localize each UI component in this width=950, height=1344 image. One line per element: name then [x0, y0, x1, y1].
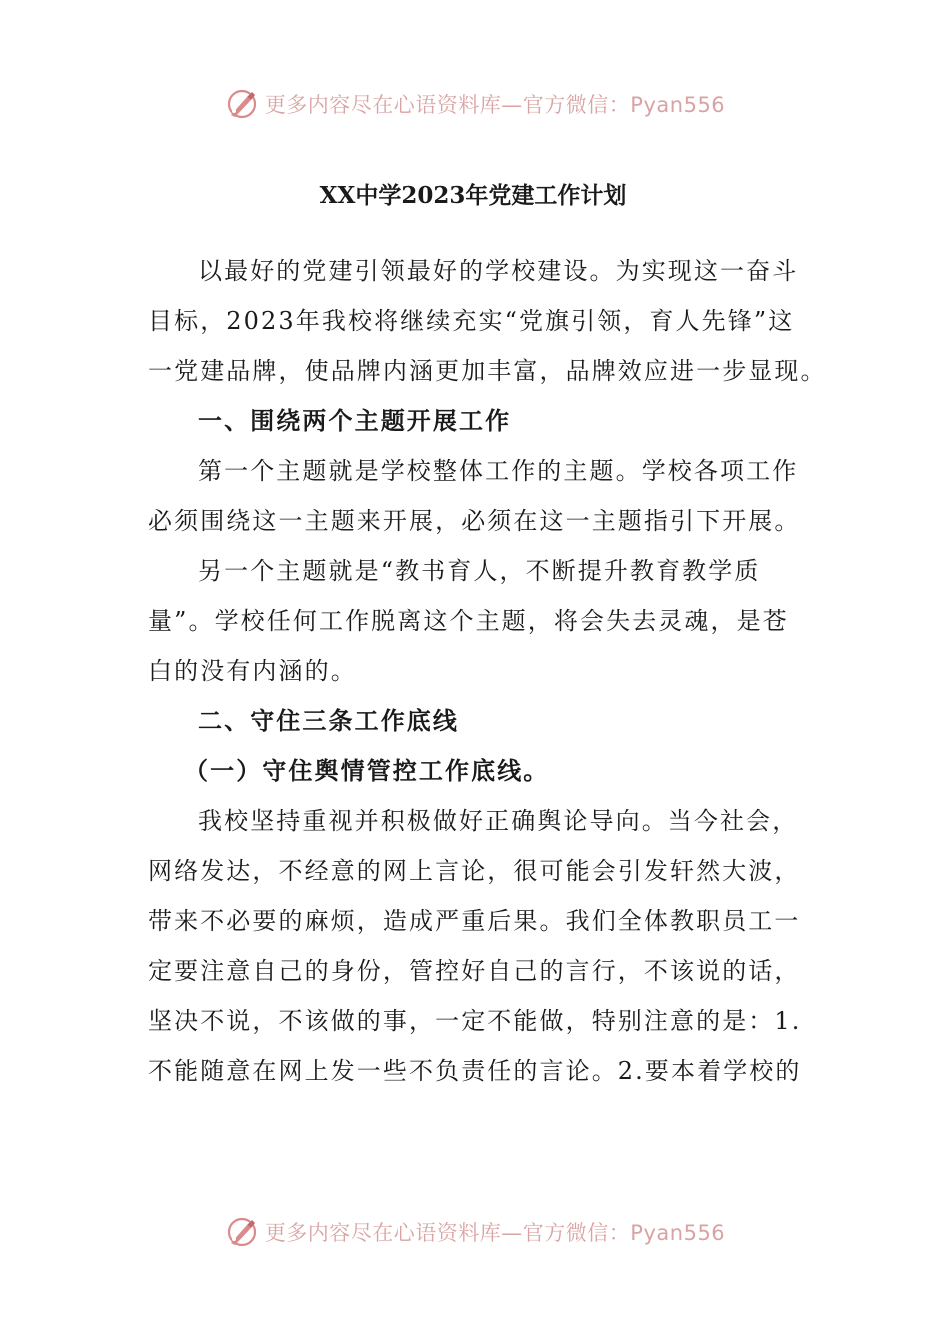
header-watermark — [0, 84, 950, 124]
paragraph-line: 另一个主题就是“教书育人，不断提升教育教学质 — [198, 557, 761, 585]
paragraph-line: 白的没有内涵的。 — [148, 657, 357, 685]
paragraph-line: 目标，2023年我校将继续充实“党旗引领，育人先锋”这 — [148, 307, 795, 335]
paragraph-line: 第一个主题就是学校整体工作的主题。学校各项工作 — [198, 457, 799, 485]
section-heading: 一、围绕两个主题开展工作 — [198, 406, 512, 435]
paragraph-line: 我校坚持重视并积极做好正确舆论导向。当今社会， — [198, 807, 799, 835]
paragraph-line: 带来不必要的麻烦，造成严重后果。我们全体教职员工一 — [148, 907, 801, 935]
watermark-text: 更多内容尽在心语资料库—官方微信：Pyan556 — [264, 1221, 726, 1245]
paragraph-line: 一党建品牌，使品牌内涵更加丰富，品牌效应进一步显现。 — [148, 357, 827, 385]
pen-circle-logo-icon — [225, 87, 259, 121]
subsection-heading: （一）守住舆情管控工作底线。 — [184, 756, 550, 785]
section-heading: 二、守住三条工作底线 — [198, 706, 459, 735]
watermark-text: 更多内容尽在心语资料库—官方微信：Pyan556 — [264, 93, 726, 117]
paragraph-line: 量”。学校任何工作脱离这个主题，将会失去灵魂，是苍 — [148, 607, 789, 635]
paragraph-line: 以最好的党建引领最好的学校建设。为实现这一奋斗 — [198, 257, 799, 285]
paragraph-line: 坚决不说，不该做的事，一定不能做，特别注意的是：1. — [148, 1007, 802, 1035]
footer-watermark — [0, 1212, 950, 1252]
document-title: XX中学2023年党建工作计划 — [319, 182, 627, 209]
paragraph-line: 必须围绕这一主题来开展，必须在这一主题指引下开展。 — [148, 507, 801, 535]
paragraph-line: 不能随意在网上发一些不负责任的言论。2.要本着学校的 — [148, 1057, 802, 1085]
pen-circle-logo-icon — [225, 1215, 259, 1249]
paragraph-line: 定要注意自己的身份，管控好自己的言行，不该说的话， — [148, 957, 801, 985]
paragraph-line: 网络发达，不经意的网上言论，很可能会引发轩然大波， — [148, 857, 801, 885]
